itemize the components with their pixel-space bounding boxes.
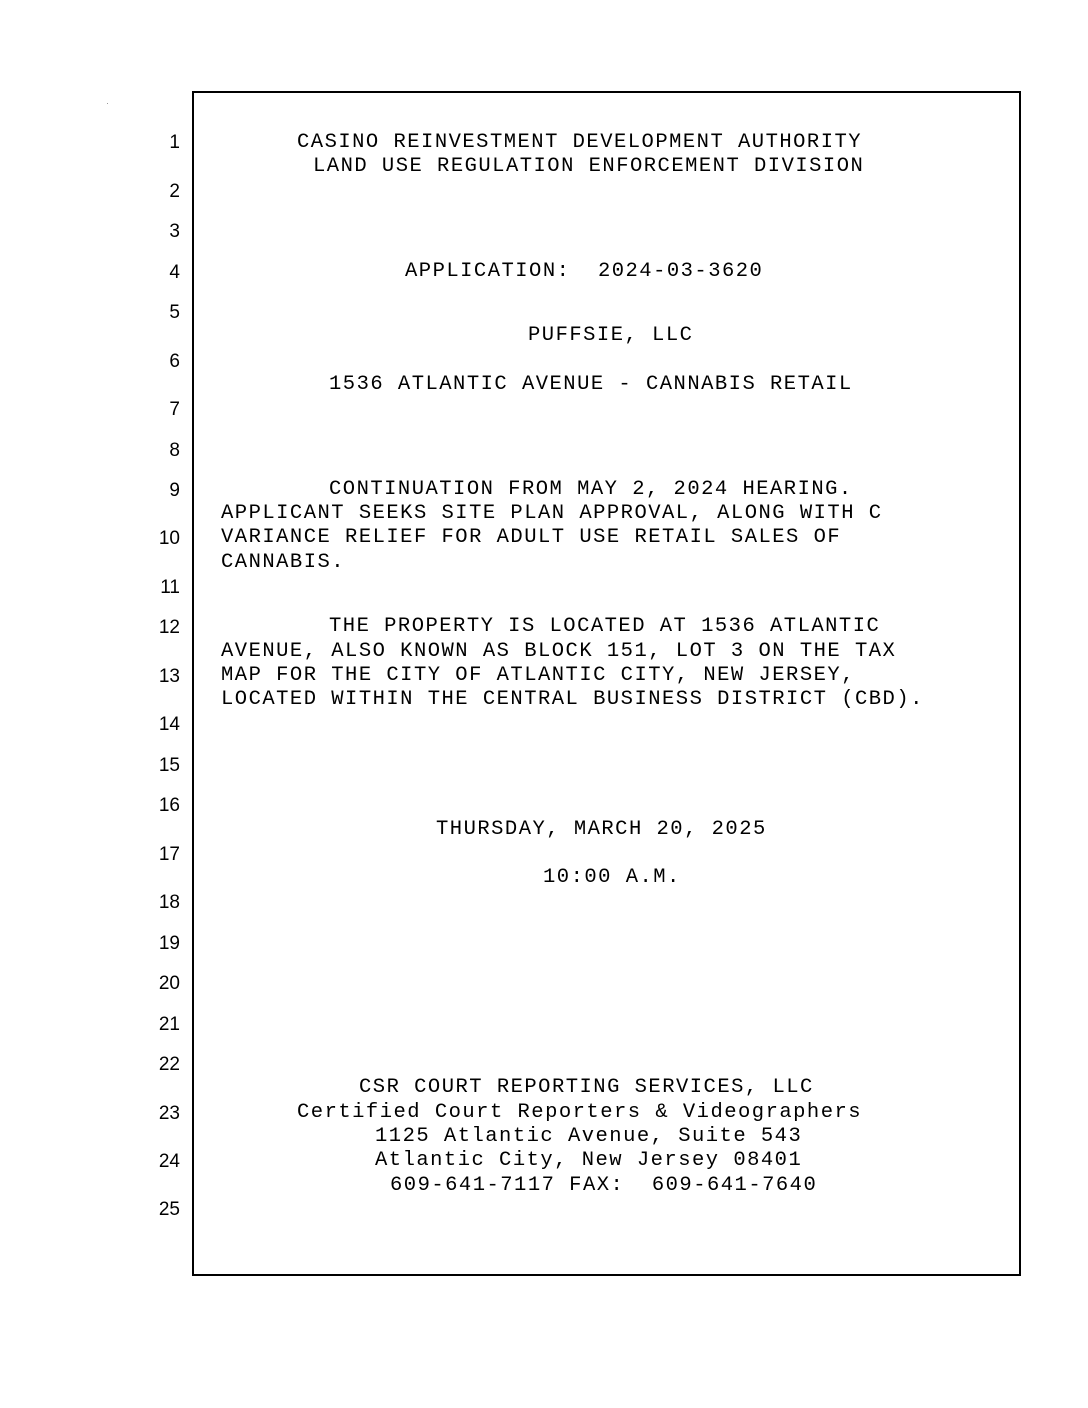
property-line: AVENUE, ALSO KNOWN AS BLOCK 151, LOT 3 ON THE TAX (221, 640, 897, 663)
line-number: 18 (158, 892, 180, 913)
line-number: 24 (158, 1151, 180, 1172)
header-authority: CASINO REINVESTMENT DEVELOPMENT AUTHORITY (297, 131, 863, 154)
line-number: 4 (169, 262, 180, 283)
hearing-date: THURSDAY, MARCH 20, 2025 (436, 818, 767, 841)
line-number: 11 (160, 577, 180, 598)
line-number: 17 (158, 844, 180, 865)
line-number: 16 (158, 795, 180, 816)
reporter-street: 1125 Atlantic Avenue, Suite 543 (375, 1125, 803, 1148)
line-number: 7 (169, 399, 180, 420)
line-number: 12 (158, 617, 180, 638)
line-number: 2 (169, 181, 180, 202)
reporter-city: Atlantic City, New Jersey 08401 (375, 1149, 803, 1172)
line-number: 3 (169, 221, 180, 242)
line-number: 1 (169, 132, 180, 153)
description-line: CANNABIS. (221, 551, 346, 574)
reporter-tagline: Certified Court Reporters & Videographers (297, 1101, 863, 1124)
line-number: 13 (158, 666, 180, 687)
property-line: MAP FOR THE CITY OF ATLANTIC CITY, NEW JERSEY, (221, 664, 855, 687)
description-line: APPLICANT SEEKS SITE PLAN APPROVAL, ALONG WITH C (221, 502, 883, 525)
line-number: 5 (169, 302, 180, 323)
line-number: 20 (158, 973, 180, 994)
property-line: THE PROPERTY IS LOCATED AT 1536 ATLANTIC (329, 615, 881, 638)
application-address-use: 1536 ATLANTIC AVENUE - CANNABIS RETAIL (329, 373, 853, 396)
line-number: 14 (158, 714, 180, 735)
line-number: 19 (158, 933, 180, 954)
line-number: 25 (158, 1199, 180, 1220)
description-line: VARIANCE RELIEF FOR ADULT USE RETAIL SALES OF (221, 526, 842, 549)
scan-artifact (107, 103, 108, 104)
line-number: 21 (158, 1014, 180, 1035)
line-number: 9 (169, 480, 180, 501)
header-division: LAND USE REGULATION ENFORCEMENT DIVISION (313, 155, 865, 178)
description-line: CONTINUATION FROM MAY 2, 2024 HEARING. (329, 478, 853, 501)
line-number: 8 (169, 440, 180, 461)
hearing-time: 10:00 A.M. (543, 866, 681, 889)
line-number: 22 (158, 1054, 180, 1075)
reporter-phone-fax: 609-641-7117 FAX: 609-641-7640 (390, 1174, 818, 1197)
application-number: APPLICATION: 2024-03-3620 (405, 260, 764, 283)
applicant-name: PUFFSIE, LLC (528, 324, 694, 347)
line-number: 10 (158, 528, 180, 549)
reporter-company: CSR COURT REPORTING SERVICES, LLC (359, 1076, 814, 1099)
line-number: 15 (158, 755, 180, 776)
line-number: 6 (169, 351, 180, 372)
property-line: LOCATED WITHIN THE CENTRAL BUSINESS DISTRICT (CBD). (221, 688, 924, 711)
line-number: 23 (158, 1103, 180, 1124)
